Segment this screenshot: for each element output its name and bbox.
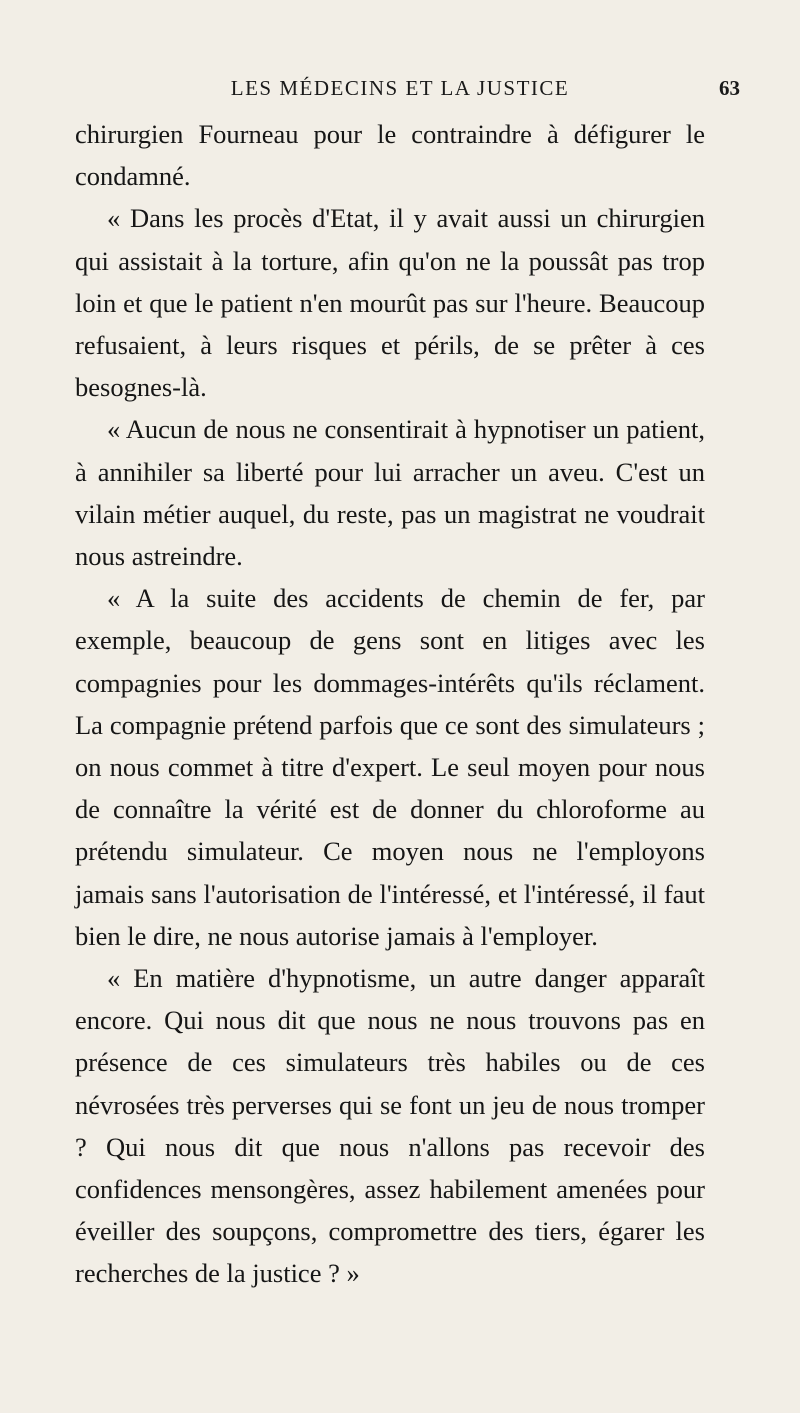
paragraph-1: chirurgien Fourneau pour le contraindre à défigurer le condamné. — [75, 119, 705, 192]
running-header — [60, 70, 740, 100]
paragraph-3: « Aucun de nous ne consentirait à hypnotiser un patient, à annihiler sa liberté pour lui arracher un aveu. C'est un vilain métier auquel, du reste, pas un magistrat ne voudrait nous astreindre. — [75, 414, 705, 572]
body-text — [75, 113, 705, 1295]
page-number: 63 — [719, 76, 740, 100]
running-title: LES MÉDECINS ET LA JUSTICE — [230, 76, 570, 100]
paragraph-2: « Dans les procès d'Etat, il y avait aussi un chirurgien qui assistait à la torture, afin qu'on ne la poussât pas trop loin et que le patient n'en mourût pas sur l'heure. Beaucoup refusaient, à leurs risques et périls, de se prêter à ces besognes-là. — [75, 203, 705, 403]
paragraph-4: « A la suite des accidents de chemin de fer, par exemple, beaucoup de gens sont en litiges avec les compagnies pour les dommages-intérêts qu'ils réclament. La compagnie prétend parfois que ce sont des simulateurs ; on nous commet à titre d'expert. Le seul moyen pour nous de connaître la vérité est de donner du chloroforme au prétendu simulateur. Ce moyen nous ne l'employons jamais sans l'autorisation de l'intéressé, et l'intéressé, il faut bien le dire, ne nous autorise jamais à l'employer. — [75, 583, 705, 951]
paragraph-5: « En matière d'hypnotisme, un autre danger apparaît encore. Qui nous dit que nous ne nous trouvons pas en présence de ces simulateurs très habiles ou de ces névrosées très perverses qui se font un jeu de nous tromper ? Qui nous dit que nous n'allons pas recevoir des confidences mensongères, assez habilement amenées pour éveiller des soupçons, compromettre des tiers, égarer les recherches de la justice ? » — [75, 963, 705, 1289]
